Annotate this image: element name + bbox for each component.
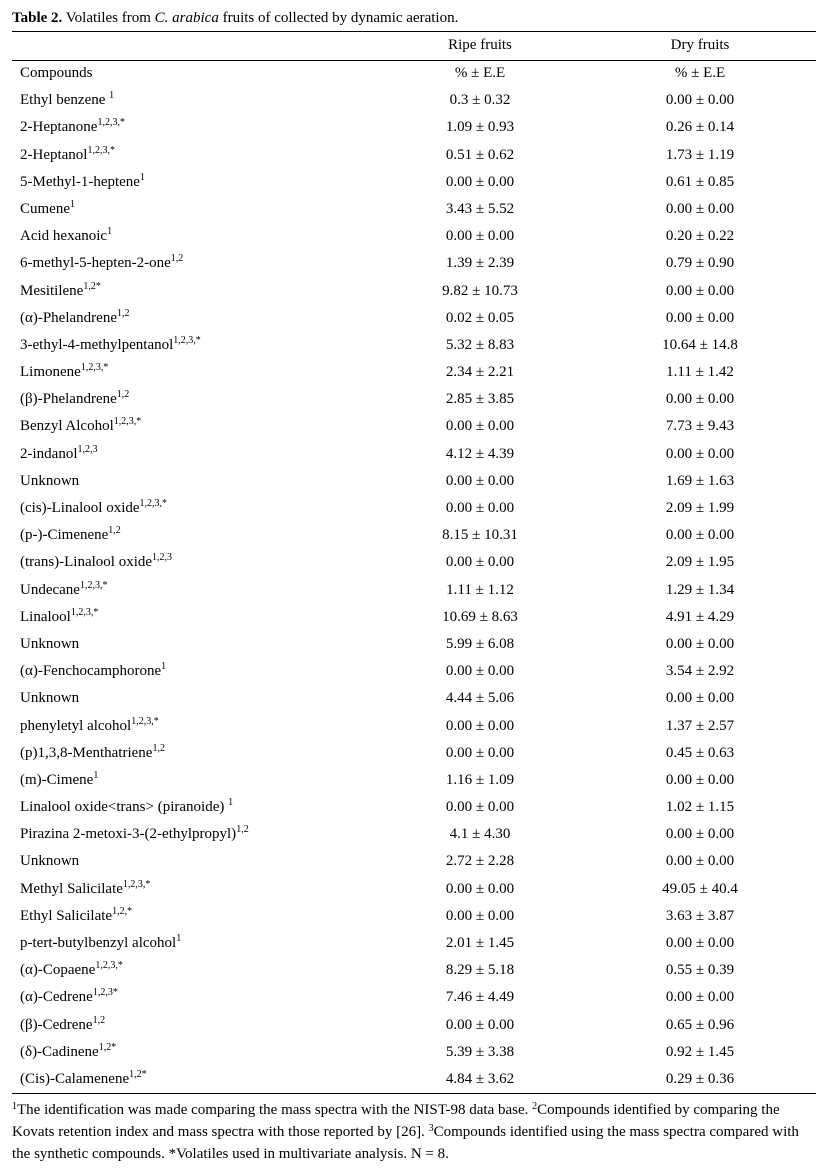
ripe-value-cell: 1.16 ± 1.09 <box>445 771 515 788</box>
species-name: C. arabica <box>154 10 219 26</box>
compound-cell <box>20 64 93 82</box>
table-bottom-rule <box>12 1093 816 1094</box>
compound-footnote-marker: 1,2,3,* <box>139 498 168 509</box>
compound-cell <box>20 118 125 138</box>
footnote-text-3: Compounds identified using the mass spectra compared with the synthetic compounds. *Volatiles used in multivariate analysis. N = 8. <box>12 1124 799 1162</box>
table-row <box>12 820 816 847</box>
compound-name: phenyletyl alcohol <box>20 717 132 734</box>
ripe-value-cell: % ± E.E <box>454 65 506 81</box>
dry-value-cell: 0.00 ± 0.00 <box>665 92 735 109</box>
dry-value-cell: 3.54 ± 2.92 <box>665 663 735 680</box>
compound-cell <box>20 635 79 653</box>
table-row <box>12 168 816 195</box>
compound-cell <box>20 581 107 601</box>
table-row <box>12 222 816 249</box>
table-row <box>12 983 816 1010</box>
compound-footnote-marker: 1,2 <box>116 389 130 401</box>
ripe-value-cell: 0.00 ± 0.00 <box>445 554 515 571</box>
compound-name: Unknown <box>20 635 80 652</box>
table-subheader-row <box>12 59 816 86</box>
dry-value-cell: 0.00 ± 0.00 <box>665 282 735 299</box>
compound-footnote-marker: 1 <box>70 198 75 210</box>
table-row <box>12 304 816 331</box>
compound-name: Unknown <box>20 472 80 489</box>
table-row <box>12 1038 816 1065</box>
table-row <box>12 739 816 766</box>
compound-name: Methyl Salicilate <box>20 880 123 897</box>
ripe-value-cell: 1.11 ± 1.12 <box>446 581 514 598</box>
table-top-rule <box>12 31 816 32</box>
compound-cell <box>20 825 249 845</box>
compound-cell <box>20 934 181 954</box>
dry-value-cell: 4.91 ± 4.29 <box>665 608 735 625</box>
ripe-value-cell: 4.12 ± 4.39 <box>445 445 515 462</box>
compound-cell <box>20 173 145 193</box>
compound-cell <box>20 907 132 927</box>
table-label: Table 2. <box>12 10 63 26</box>
ripe-value-cell: 8.29 ± 5.18 <box>445 962 515 979</box>
ripe-value-cell: 0.51 ± 0.62 <box>445 146 515 163</box>
ripe-value-cell: 3.43 ± 5.52 <box>445 200 515 217</box>
compound-name: Ethyl Salicilate <box>20 907 113 924</box>
compound-cell <box>20 689 79 707</box>
compound-footnote-marker: 1 <box>176 933 182 944</box>
dry-value-cell: 1.02 ± 1.15 <box>665 799 735 816</box>
dry-value-cell: 0.00 ± 0.00 <box>665 635 735 652</box>
compound-cell <box>20 363 108 383</box>
ripe-value-cell: 0.00 ± 0.00 <box>445 418 515 435</box>
compound-footnote-marker: 1,2,3,* <box>97 117 125 129</box>
compound-cell <box>20 798 233 818</box>
compound-name: (β)-Phelandrene <box>20 391 117 408</box>
table-row <box>12 793 816 820</box>
compound-footnote-marker: 1,2,3,* <box>80 362 109 374</box>
compound-footnote-marker: 1,2,3,* <box>70 606 99 618</box>
table-row <box>12 548 816 575</box>
table-row <box>12 657 816 684</box>
table-row <box>12 712 816 739</box>
compound-name: (p)1,3,8-Menthatriene <box>20 744 153 761</box>
compound-cell <box>20 717 159 737</box>
ripe-value-cell: 8.15 ± 10.31 <box>442 527 518 544</box>
ripe-value-cell: 0.00 ± 0.00 <box>445 744 515 761</box>
table-row <box>12 358 816 385</box>
compound-cell <box>20 662 166 682</box>
dry-value-cell: 10.64 ± 14.8 <box>662 336 738 353</box>
table-row <box>12 467 816 494</box>
table-row <box>12 249 816 276</box>
compound-name: 3-ethyl-4-methylpentanol <box>20 336 174 353</box>
ripe-value-cell: 5.32 ± 8.83 <box>445 336 515 353</box>
table-row <box>12 385 816 412</box>
dry-value-cell: 1.29 ± 1.34 <box>665 581 735 598</box>
dry-value-cell: 0.00 ± 0.00 <box>665 935 735 951</box>
compound-footnote-marker: 1,2,3,* <box>87 144 115 156</box>
ripe-value-cell: 0.3 ± 0.32 <box>449 92 511 109</box>
compound-cell <box>20 553 172 573</box>
compound-name: 5-Methyl-1-heptene <box>20 173 140 190</box>
compound-name: Cumene <box>20 200 70 217</box>
compound-footnote-marker: 1,2 <box>170 253 184 265</box>
compound-footnote-marker: 1,2,3 <box>152 552 173 564</box>
dry-value-cell: 0.00 ± 0.00 <box>665 826 735 843</box>
dry-value-cell: 0.00 ± 0.00 <box>665 771 735 788</box>
compound-footnote-marker: 1,2,3,* <box>95 960 123 972</box>
compound-cell <box>20 499 167 519</box>
ripe-value-cell: 0.00 ± 0.00 <box>445 500 515 516</box>
dry-value-cell: 0.55 ± 0.39 <box>665 962 735 979</box>
ripe-value-cell: 2.01 ± 1.45 <box>445 935 515 951</box>
compound-name: Benzyl Alcohol <box>20 418 114 435</box>
compound-footnote-marker: 1,2 <box>92 1014 106 1026</box>
compound-cell <box>20 880 150 900</box>
caption-text-before: Volatiles from <box>62 10 155 26</box>
ripe-value-cell: 0.00 ± 0.00 <box>445 880 515 897</box>
column-header-ripe: Ripe fruits <box>448 37 512 53</box>
dry-value-cell: 0.00 ± 0.00 <box>665 309 735 326</box>
compound-name: Linalool <box>20 608 71 625</box>
compound-footnote-marker: 1,2* <box>83 280 101 292</box>
caption-text-after: fruits of collected by dynamic aeration. <box>218 10 459 26</box>
compound-cell <box>20 200 75 220</box>
compound-footnote-marker: 1 <box>228 797 234 809</box>
compound-footnote-marker: 1,2,3* <box>92 987 118 999</box>
compound-name: (α)-Fenchocamphorone <box>20 663 162 680</box>
ripe-value-cell: 2.72 ± 2.28 <box>445 853 515 870</box>
table-footnote <box>12 1100 812 1164</box>
ripe-value-cell: 0.00 ± 0.00 <box>445 173 515 190</box>
compound-name: (p-)-Cimenene <box>20 527 109 544</box>
ripe-value-cell: 0.00 ± 0.00 <box>445 907 515 924</box>
column-header-dry: Dry fruits <box>670 37 730 53</box>
ripe-value-cell: 5.99 ± 6.08 <box>445 635 515 652</box>
compound-footnote-marker: 1,2* <box>129 1068 147 1080</box>
table-row <box>12 113 816 140</box>
compound-name: 6-methyl-5-hepten-2-one <box>20 255 171 272</box>
dry-value-cell: 0.65 ± 0.96 <box>665 1016 735 1033</box>
compound-footnote-marker: 1,2 <box>116 307 130 319</box>
table-row <box>12 929 816 956</box>
table-body <box>12 59 816 1092</box>
ripe-value-cell: 5.39 ± 3.38 <box>445 1043 515 1060</box>
compound-cell <box>20 254 183 274</box>
ripe-value-cell: 0.00 ± 0.00 <box>445 1016 515 1033</box>
compound-cell <box>20 852 79 870</box>
compound-footnote-marker: 1,2,3 <box>77 443 98 455</box>
compound-name: Undecane <box>20 581 80 598</box>
table-row <box>12 902 816 929</box>
ripe-value-cell: 0.00 ± 0.00 <box>445 472 515 489</box>
dry-value-cell: 0.00 ± 0.00 <box>665 445 735 462</box>
table-row <box>12 1011 816 1038</box>
table-row <box>12 630 816 657</box>
compound-cell <box>20 417 141 437</box>
compound-cell <box>20 445 98 465</box>
dry-value-cell: 1.73 ± 1.19 <box>665 146 735 163</box>
compound-cell <box>20 526 121 546</box>
table-row <box>12 412 816 439</box>
compound-cell <box>20 146 115 166</box>
compound-name: Ethyl benzene <box>20 92 110 109</box>
compound-name: (α)-Cedrene <box>20 989 93 1006</box>
compound-name: Mesitilene <box>20 282 84 299</box>
compound-footnote-marker: 1,2 <box>108 525 121 537</box>
footnote-text-2: Compounds identified by comparing the Kovats retention index and mass spectra with those reported by [26]. <box>12 1102 780 1140</box>
table-caption <box>12 9 458 27</box>
table-row <box>12 847 816 874</box>
ripe-value-cell: 0.00 ± 0.00 <box>445 717 515 734</box>
compound-footnote-marker: 1 <box>139 171 145 183</box>
dry-value-cell: % ± E.E <box>674 65 726 81</box>
compound-footnote-marker: 1,2 <box>152 742 165 754</box>
compound-footnote-marker: 1 <box>161 661 167 673</box>
ripe-value-cell: 4.44 ± 5.06 <box>445 690 515 707</box>
compound-footnote-marker: 1,2* <box>98 1041 117 1053</box>
compound-cell <box>20 1016 105 1036</box>
footnote-text-1: The identification was made comparing the mass spectra with the NIST-98 data base. <box>17 1102 533 1118</box>
compound-name: Acid hexanoic <box>20 228 108 245</box>
ripe-value-cell: 1.09 ± 0.93 <box>445 119 515 136</box>
table-row <box>12 875 816 902</box>
dry-value-cell: 0.00 ± 0.00 <box>665 527 735 544</box>
compound-cell <box>20 336 201 356</box>
compound-name: Compounds <box>20 65 93 81</box>
ripe-value-cell: 10.69 ± 8.63 <box>442 608 518 625</box>
ripe-value-cell: 0.00 ± 0.00 <box>445 228 515 245</box>
compound-name: 2-Heptanone <box>20 119 98 136</box>
compound-name: 2-Heptanol <box>20 146 88 163</box>
compound-footnote-marker: 1 <box>109 90 115 102</box>
footnote-marker-2: 2 <box>532 1101 538 1112</box>
dry-value-cell: 1.69 ± 1.63 <box>665 472 735 489</box>
compound-name: (cis)-Linalool oxide <box>20 500 140 516</box>
compound-name: (m)-Cimene <box>20 771 94 788</box>
footnote-marker-3: 3 <box>428 1123 434 1134</box>
dry-value-cell: 2.09 ± 1.95 <box>665 554 735 571</box>
dry-value-cell: 1.11 ± 1.42 <box>666 364 734 381</box>
ripe-value-cell: 2.34 ± 2.21 <box>445 364 515 381</box>
compound-cell <box>20 227 112 247</box>
compound-cell <box>20 91 114 111</box>
dry-value-cell: 0.26 ± 0.14 <box>665 119 735 136</box>
compound-footnote-marker: 1,2,3,* <box>173 334 201 346</box>
table-row <box>12 766 816 793</box>
table-row <box>12 576 816 603</box>
compound-cell <box>20 988 118 1008</box>
table-row <box>12 684 816 711</box>
compound-cell <box>20 309 129 329</box>
compound-name: (δ)-Cadinene <box>20 1043 99 1060</box>
compound-name: p-tert-butylbenzyl alcohol <box>20 935 177 951</box>
table-row <box>12 1065 816 1092</box>
dry-value-cell: 2.09 ± 1.99 <box>665 500 735 516</box>
compound-cell <box>20 1043 116 1063</box>
compound-footnote-marker: 1,2,3,* <box>131 715 159 727</box>
compound-name: Unknown <box>20 690 80 707</box>
dry-value-cell: 0.00 ± 0.00 <box>665 989 735 1006</box>
compound-name: (α)-Phelandrene <box>20 309 117 326</box>
compound-name: Pirazina 2-metoxi-3-(2-ethylpropyl) <box>20 826 237 843</box>
ripe-value-cell: 4.1 ± 4.30 <box>449 826 511 843</box>
compound-name: Linalool oxide<trans> (piranoide) <box>20 799 229 816</box>
ripe-value-cell: 0.02 ± 0.05 <box>445 309 515 326</box>
dry-value-cell: 0.00 ± 0.00 <box>665 853 735 870</box>
ripe-value-cell: 1.39 ± 2.39 <box>445 255 515 272</box>
compound-name: Unknown <box>20 853 80 870</box>
compound-cell <box>20 390 129 410</box>
dry-value-cell: 0.20 ± 0.22 <box>665 228 735 245</box>
table-row <box>12 86 816 113</box>
table-row <box>12 331 816 358</box>
table-row <box>12 440 816 467</box>
compound-name: (trans)-Linalool oxide <box>20 554 153 571</box>
compound-footnote-marker: 1 <box>93 769 99 781</box>
compound-cell <box>20 744 165 764</box>
ripe-value-cell: 0.00 ± 0.00 <box>445 663 515 680</box>
dry-value-cell: 49.05 ± 40.4 <box>662 880 738 897</box>
compound-footnote-marker: 1,2,3,* <box>113 416 142 428</box>
compound-footnote-marker: 1,2,3,* <box>122 878 151 890</box>
table-row <box>12 141 816 168</box>
compound-footnote-marker: 1,2,* <box>112 905 133 917</box>
compound-name: Limonene <box>20 364 81 381</box>
dry-value-cell: 1.37 ± 2.57 <box>665 717 735 734</box>
ripe-value-cell: 4.84 ± 3.62 <box>445 1070 515 1087</box>
compound-name: (α)-Copaene <box>20 962 96 979</box>
compound-name: 2-indanol <box>20 445 78 462</box>
compound-cell <box>20 961 123 981</box>
dry-value-cell: 0.00 ± 0.00 <box>665 200 735 217</box>
dry-value-cell: 0.00 ± 0.00 <box>665 690 735 707</box>
table-row <box>12 956 816 983</box>
compound-cell <box>20 282 101 302</box>
compound-footnote-marker: 1,2 <box>236 824 249 836</box>
compound-cell <box>20 472 79 490</box>
dry-value-cell: 0.79 ± 0.90 <box>665 255 735 272</box>
footnote-marker-1: 1 <box>12 1101 17 1112</box>
table-row <box>12 195 816 222</box>
dry-value-cell: 0.92 ± 1.45 <box>665 1043 735 1060</box>
compound-name: (β)-Cedrene <box>20 1016 93 1033</box>
compound-footnote-marker: 1,2,3,* <box>79 579 108 591</box>
table-row <box>12 277 816 304</box>
compound-cell <box>20 771 98 791</box>
dry-value-cell: 0.00 ± 0.00 <box>665 391 735 408</box>
table-row <box>12 603 816 630</box>
table-row <box>12 521 816 548</box>
dry-value-cell: 7.73 ± 9.43 <box>665 418 735 435</box>
ripe-value-cell: 9.82 ± 10.73 <box>442 282 518 299</box>
compound-name: (Cis)-Calamenene <box>20 1070 130 1087</box>
ripe-value-cell: 7.46 ± 4.49 <box>445 989 515 1006</box>
compound-footnote-marker: 1 <box>107 226 113 238</box>
compound-cell <box>20 608 98 628</box>
dry-value-cell: 0.45 ± 0.63 <box>665 744 735 761</box>
dry-value-cell: 0.61 ± 0.85 <box>665 173 735 190</box>
dry-value-cell: 0.29 ± 0.36 <box>665 1070 735 1087</box>
dry-value-cell: 3.63 ± 3.87 <box>665 907 735 924</box>
ripe-value-cell: 2.85 ± 3.85 <box>445 391 515 408</box>
compound-cell <box>20 1070 147 1090</box>
table-row <box>12 494 816 521</box>
ripe-value-cell: 0.00 ± 0.00 <box>445 799 515 816</box>
